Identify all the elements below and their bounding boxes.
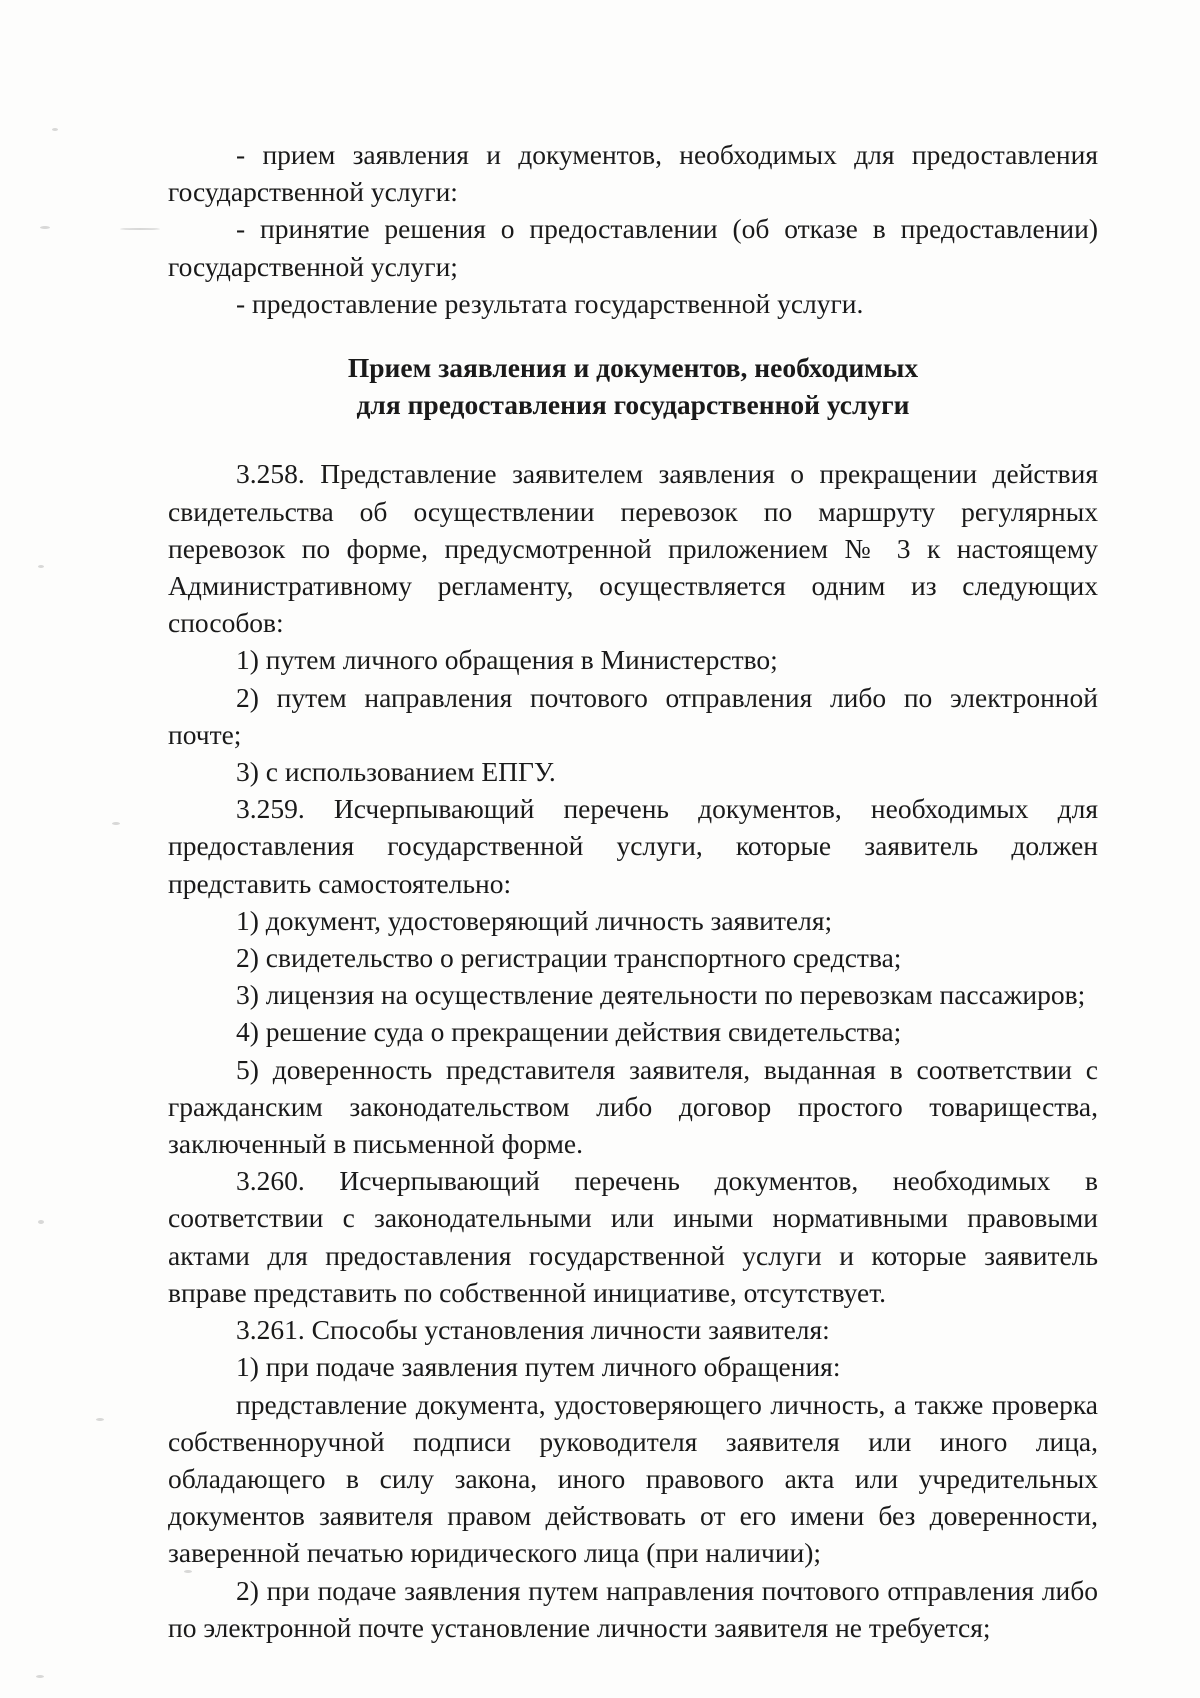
scan-speck (112, 822, 120, 825)
intro-list-item: - предоставление результата государственной услуги. (236, 287, 864, 319)
list-item: 4) решение суда о прекращении действия свидетельства; (236, 1016, 902, 1048)
paragraph-3-261: 3.261. Способы установления личности заявителя: (236, 1314, 830, 1346)
section-heading-line: Прием заявления и документов, необходимых (347, 352, 919, 384)
list-item-detail: представление документа, удостоверяющего личность, а также проверка собственноручной подписи руководителя заявителя или иного лица, обладающего в силу закона, иного правового акта или учредительных документов заявителя правом действовать от его имени без доверенности, заверенной печатью юридического лица (при наличии); (168, 1388, 1098, 1569)
list-item: 1) при подаче заявления путем личного обращения: (236, 1351, 841, 1383)
list-item: 2) путем направления почтового отправления либо по электронной почте; (168, 681, 1098, 750)
list-item: 1) путем личного обращения в Министерство; (236, 644, 778, 676)
scan-speck (52, 128, 58, 131)
document-body (168, 136, 1098, 1646)
paragraph-3-259: 3.259. Исчерпывающий перечень документов, необходимых для предоставления государственной услуги, которые заявитель должен представить самостоятельно: (168, 793, 1098, 899)
list-item: 1) документ, удостоверяющий личность заявителя; (236, 904, 833, 936)
section-heading (168, 349, 1098, 423)
scan-speck (120, 228, 160, 230)
scan-speck (38, 1220, 44, 1224)
scan-speck (40, 226, 50, 229)
scan-speck (36, 1675, 44, 1678)
list-item: 2) свидетельство о регистрации транспортного средства; (236, 942, 902, 974)
paragraph-3-258: 3.258. Представление заявителем заявления о прекращении действия свидетельства об осуществлении перевозок по маршруту регулярных перевозок по форме, предусмотренной приложением № 3 к настоящему Административному регламенту, осуществляется одним из следующих способов: (168, 458, 1098, 639)
list-item: 3) с использованием ЕПГУ. (236, 756, 556, 788)
list-item: 2) при подаче заявления путем направления почтового отправления либо по электронной почте установление личности заявителя не требуется; (168, 1574, 1098, 1643)
list-item: 5) доверенность представителя заявителя, выданная в соответствии с гражданским законодательством либо договор простого товарищества, заключенный в письменной форме. (168, 1053, 1098, 1160)
scan-speck (96, 1418, 104, 1421)
section-heading-line: для предоставления государственной услуги (356, 389, 910, 421)
paragraph-3-260: 3.260. Исчерпывающий перечень документов, необходимых в соответствии с законодательными или иными нормативными правовыми актами для предоставления государственной услуги и которые заявитель вправе представить по собственной инициативе, отсутствует. (168, 1165, 1098, 1308)
intro-list-item: - принятие решения о предоставлении (об отказе в предоставлении) государственной услуги; (168, 213, 1098, 282)
scan-speck (38, 565, 44, 568)
intro-list-item: - прием заявления и документов, необходимых для предоставления государственной услуги: (168, 139, 1098, 208)
list-item: 3) лицензия на осуществление деятельности по перевозкам пассажиров; (236, 979, 1086, 1011)
